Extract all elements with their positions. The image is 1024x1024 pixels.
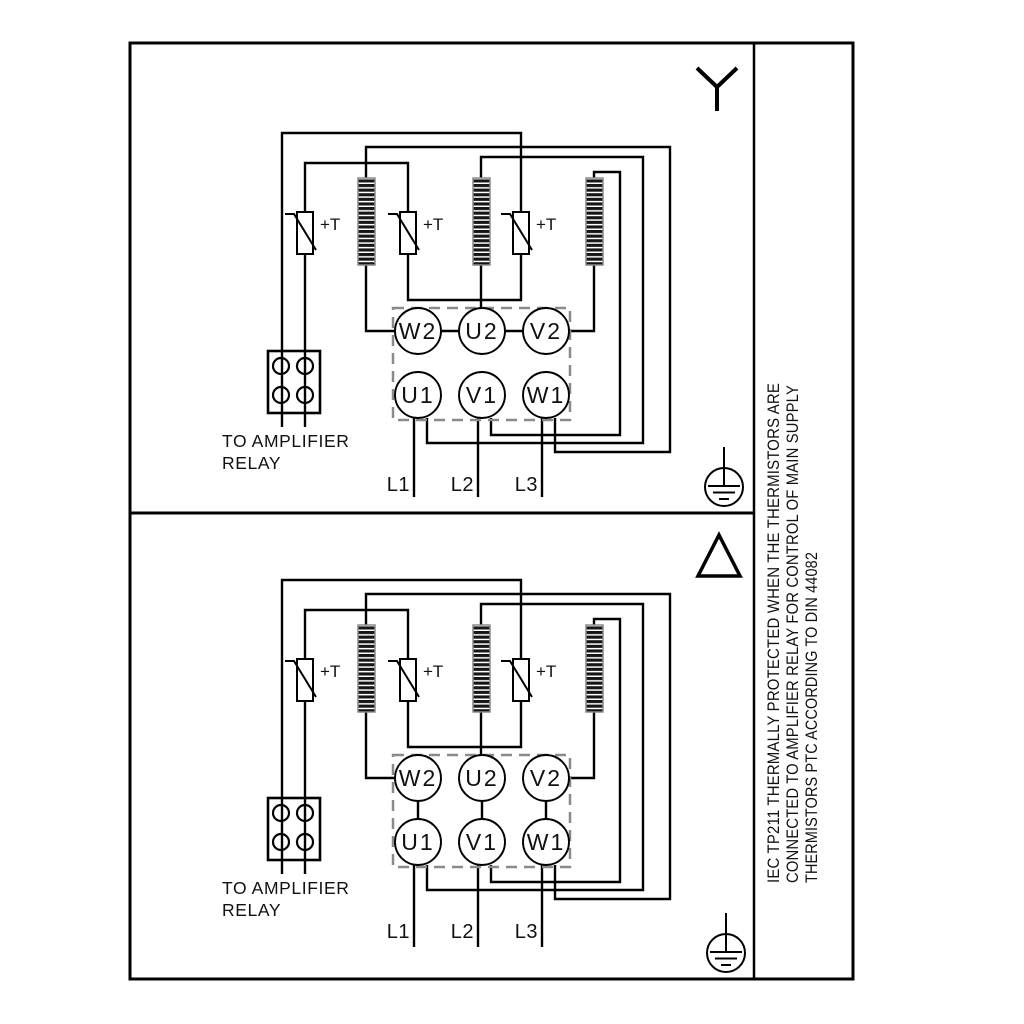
amplifier-note-line2: RELAY: [222, 453, 282, 473]
winding-coil-icon: [358, 625, 375, 712]
supply-l3: L3: [514, 474, 538, 496]
thermistor-icon: [285, 659, 316, 701]
star-icon: [697, 68, 737, 111]
terminal-u1: U1: [401, 382, 435, 408]
terminal-v1: V1: [465, 382, 499, 408]
winding-coil-icon: [586, 625, 603, 712]
thermistor-icon: [285, 212, 316, 254]
thermistor-label: +T: [423, 215, 444, 234]
side-note-line3: THERMISTORS PTC ACCORDING TO DIN 44082: [802, 491, 821, 883]
terminal-v2: V2: [529, 765, 563, 791]
terminal-u2: U2: [465, 765, 499, 791]
winding-coil-icon: [586, 178, 603, 265]
supply-l2: L2: [450, 474, 474, 496]
side-note-line1: IEC TP211 THERMALLY PROTECTED WHEN THE THERMISTORS ARE: [764, 314, 783, 883]
supply-l1: L1: [386, 474, 410, 496]
supply-l2: L2: [450, 921, 474, 943]
terminal-w1: W1: [526, 382, 566, 408]
thermistor-label: +T: [423, 662, 444, 681]
delta-icon: [698, 535, 740, 576]
terminal-u1: U1: [401, 829, 435, 855]
delta-bridge-links: [418, 801, 546, 819]
side-note: [764, 310, 821, 883]
terminal-w1: W1: [526, 829, 566, 855]
supply-l3: L3: [514, 921, 538, 943]
delta-panel: [222, 535, 745, 972]
winding-coil-icon: [473, 625, 490, 712]
thermistor-label: +T: [536, 662, 557, 681]
winding-coil-icon: [358, 178, 375, 265]
thermistor-label: +T: [320, 215, 341, 234]
ground-icon: [707, 913, 745, 972]
thermistor-icon: [501, 659, 532, 701]
terminal-w2: W2: [398, 765, 438, 791]
thermistor-label: +T: [320, 662, 341, 681]
thermistor-icon: [388, 212, 419, 254]
thermistor-label: +T: [536, 215, 557, 234]
terminal-v1: V1: [465, 829, 499, 855]
relay-connector: [268, 351, 320, 413]
terminal-v2: V2: [529, 318, 563, 344]
thermistor-icon: [501, 212, 532, 254]
amplifier-note-line2: RELAY: [222, 900, 282, 920]
thermistor-icon: [388, 659, 419, 701]
supply-l1: L1: [386, 921, 410, 943]
amplifier-note-line1: TO AMPLIFIER: [222, 431, 350, 451]
winding-coil-icon: [473, 178, 490, 265]
ground-icon: [705, 447, 743, 506]
terminal-w2: W2: [398, 318, 438, 344]
side-note-line2: CONNECTED TO AMPLIFIER RELAY FOR CONTROL OF MAIN SUPPLY: [783, 310, 802, 883]
relay-connector: [268, 798, 320, 860]
terminal-u2: U2: [465, 318, 499, 344]
amplifier-note-line1: TO AMPLIFIER: [222, 878, 350, 898]
star-panel: [222, 68, 743, 506]
